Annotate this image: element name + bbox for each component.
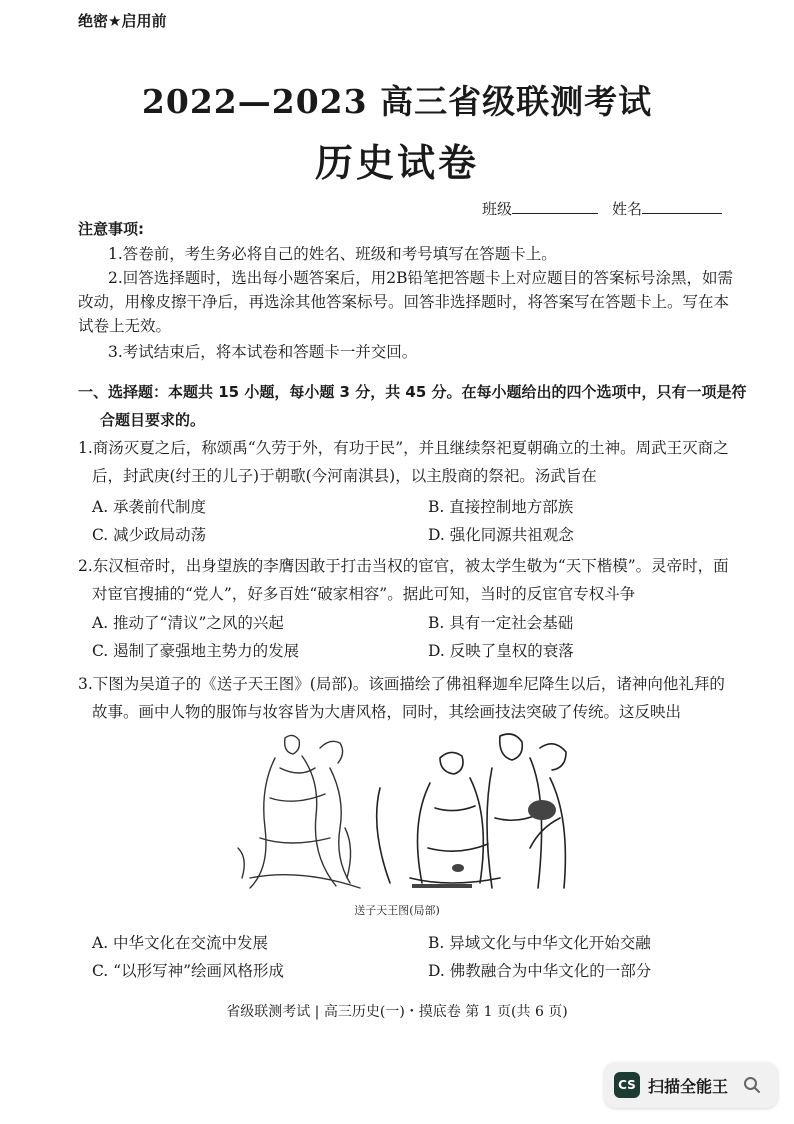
camscanner-badge[interactable] [604, 1062, 778, 1108]
question-2-option-d[interactable]: D. 反映了皇权的衰落 [428, 642, 574, 660]
question-2-option-a[interactable]: A. 推动了“清议”之风的兴起 [92, 614, 284, 632]
question-1-line-1: 1.商汤灭夏之后，称颂禹“久劳于外，有功于民”，并且继续祭祀夏朝确立的土神。周武王灭商之 [78, 439, 729, 457]
notice-heading: 注意事项: [78, 220, 144, 238]
question-3-line-2: 故事。画中人物的服饰与妆容皆为大唐风格，同时，其绘画技法突破了传统。这反映出 [92, 703, 682, 721]
question-2-option-b[interactable]: B. 具有一定社会基础 [428, 614, 574, 632]
notice-item-3: 3.考试结束后，将本试卷和答题卡一并交回。 [108, 343, 418, 361]
question-1-stem [78, 434, 768, 490]
question-3-option-a[interactable]: A. 中华文化在交流中发展 [92, 934, 269, 952]
notice-item-1: 1.答卷前，考生务必将自己的姓名、班级和考号填写在答题卡上。 [108, 245, 557, 263]
question-3-option-c[interactable]: C. “以形写神”绘画风格形成 [92, 962, 285, 980]
notice-item-2-line-1: 2.回答选择题时，选出每小题答案后，用2B铅笔把答题卡上对应题目的答案标号涂黑，如需 [108, 269, 734, 287]
painting-illustration [230, 728, 590, 896]
painting-caption: 送子天王图(局部) [354, 904, 440, 917]
class-label: 班级 [482, 200, 513, 218]
question-2-line-1: 2.东汉桓帝时，出身望族的李膺因敢于打击当权的宦官，被太学生敬为“天下楷模”。灵帝时，面 [78, 557, 729, 575]
class-field [482, 198, 598, 219]
section-heading-line-2: 合题目要求的。 [100, 411, 206, 429]
question-3-stem [78, 670, 768, 726]
subject-title: 历史试卷 [314, 140, 479, 185]
name-blank [642, 199, 722, 214]
question-1-option-c[interactable]: C. 减少政局动荡 [92, 526, 207, 544]
class-blank [512, 199, 598, 214]
question-2-line-2: 对宦官搜捕的“党人”，好多百姓“破家相容”。据此可知，当时的反宦官专权斗争 [92, 585, 636, 603]
question-2-stem [78, 552, 768, 608]
question-1-option-a[interactable]: A. 承袭前代制度 [92, 498, 207, 516]
name-field [612, 198, 722, 219]
question-3-line-1: 3.下图为吴道子的《送子天王图》(局部)。该画描绘了佛祖释迦牟尼降生以后，诸神向他礼拜的 [78, 675, 725, 693]
question-1-option-b[interactable]: B. 直接控制地方部族 [428, 498, 574, 516]
question-3-option-b[interactable]: B. 异域文化与中华文化开始交融 [428, 934, 651, 952]
notice-item-2-line-2: 改动，用橡皮擦干净后，再选涂其他答案标号。回答非选择题时，将答案写在答题卡上。写在本 [78, 293, 730, 311]
question-1-line-2: 后，封武庚(纣王的儿子)于朝歌(今河南淇县)，以主殷商的祭祀。汤武旨在 [92, 467, 597, 485]
section-heading-line-1: 一、选择题：本题共 15 小题，每小题 3 分，共 45 分。在每小题给出的四个选项中，只有一项是符 [78, 383, 747, 401]
notice-item-2-line-3: 试卷上无效。 [78, 317, 172, 335]
camscanner-label: 扫描全能王 [648, 1076, 729, 1096]
question-3-option-d[interactable]: D. 佛教融合为中华文化的一部分 [428, 962, 652, 980]
search-icon[interactable] [742, 1075, 762, 1095]
exam-title: 2022—2023 高三省级联测考试 [141, 82, 653, 121]
question-2-option-c[interactable]: C. 遏制了豪强地主势力的发展 [92, 642, 300, 660]
section-heading [78, 378, 758, 434]
name-label: 姓名 [612, 200, 643, 218]
confidential-label: 绝密★启用前 [78, 12, 167, 30]
camscanner-logo: CS [614, 1072, 640, 1098]
page-footer: 省级联测考试 | 高三历史(一)・摸底卷 第 1 页(共 6 页) [226, 1004, 568, 1020]
question-1-option-d[interactable]: D. 强化同源共祖观念 [428, 526, 574, 544]
